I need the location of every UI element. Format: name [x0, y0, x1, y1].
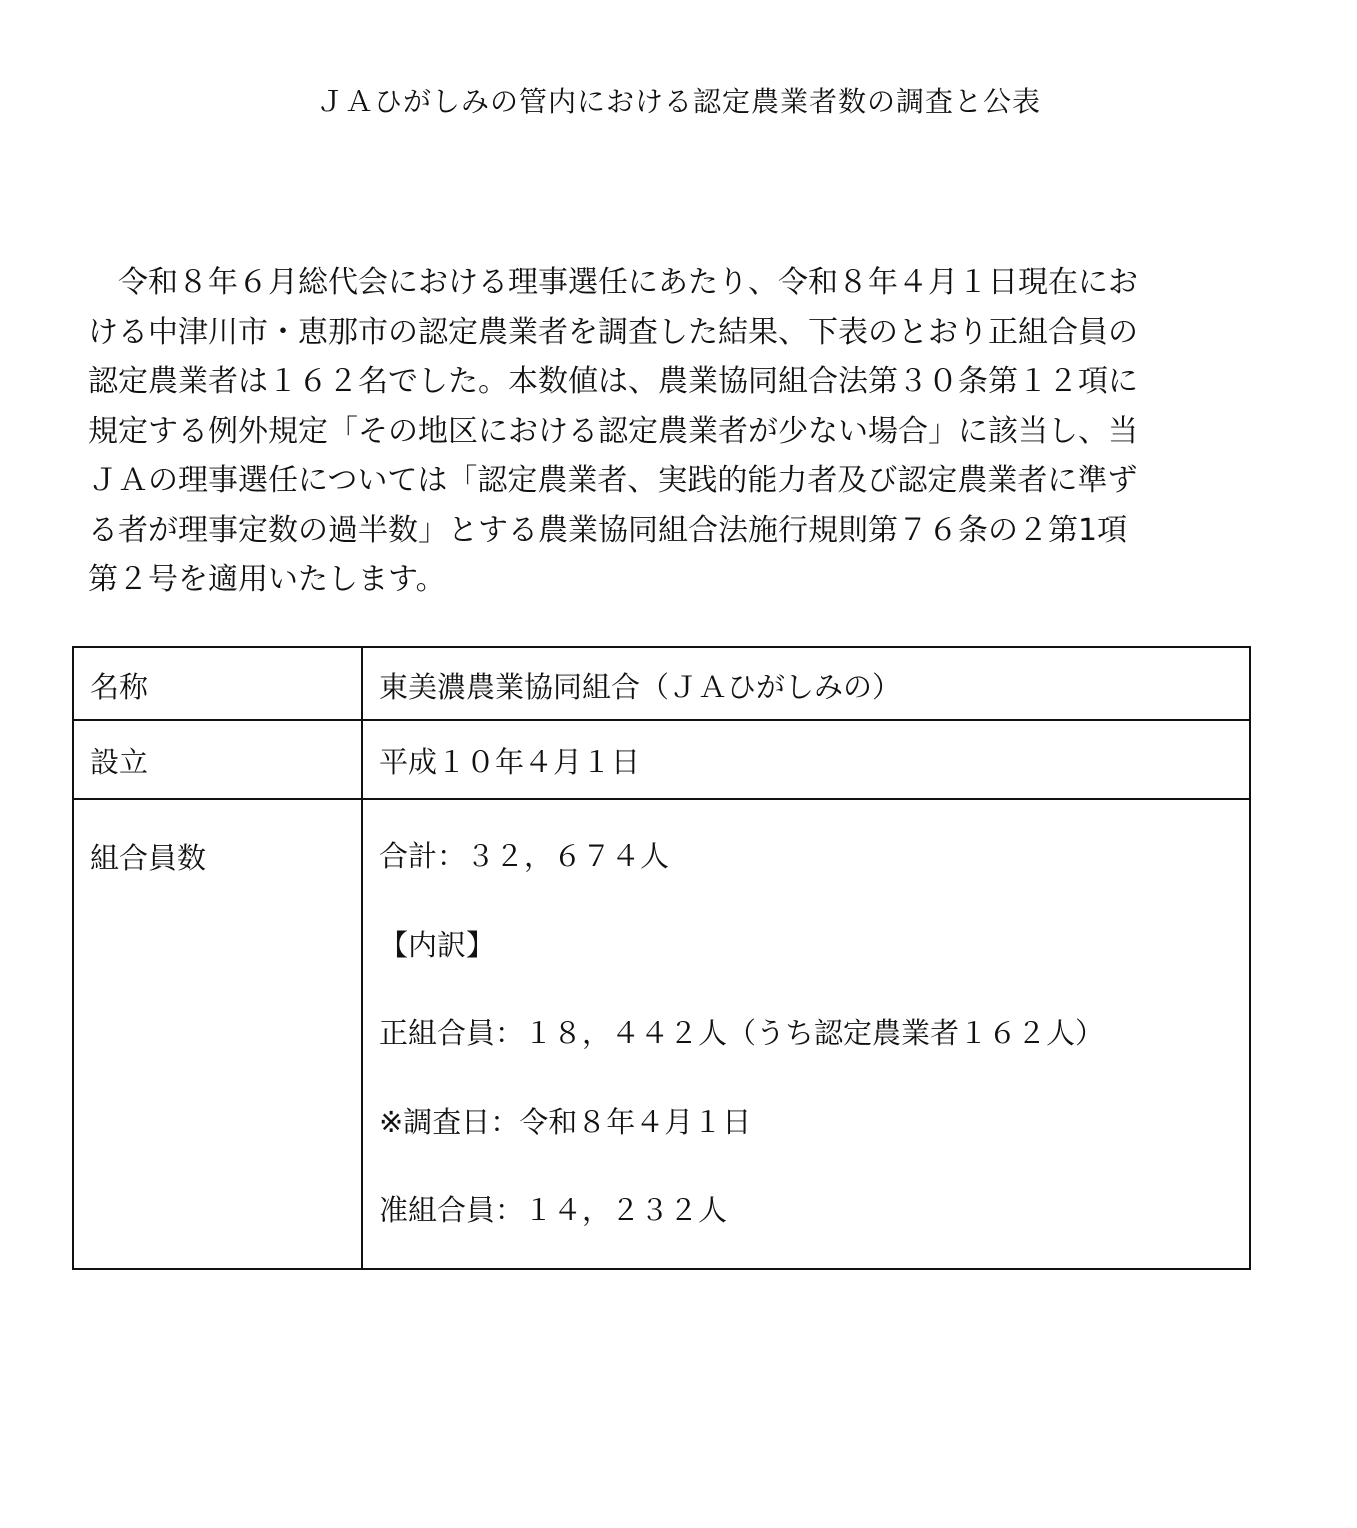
established-label: 設立 — [73, 720, 362, 799]
info-table — [72, 646, 1251, 1270]
table-row-established — [73, 720, 1250, 799]
members-value — [362, 799, 1250, 1269]
table-row-members — [73, 799, 1250, 1269]
body-line: 規定する例外規定「その地区における認定農業者が少ない場合」に該当し、当 — [88, 413, 1138, 449]
document-title: ＪＡひがしみの管内における認定農業者数の調査と公表 — [315, 85, 1041, 118]
body-line: る者が理事定数の過半数」とする農業協同組合法施行規則第７６条の２第1項 — [88, 512, 1128, 548]
table-row-name — [73, 647, 1250, 720]
members-breakdown-heading: 【内訳】 — [379, 927, 496, 962]
body-line: 令和８年６月総代会における理事選任にあたり、令和８年４月１日現在にお — [88, 265, 1138, 300]
body-line: ける中津川市・恵那市の認定農業者を調査した結果、下表のとおり正組合員の — [88, 314, 1138, 350]
body-paragraph — [88, 258, 1260, 605]
members-label: 組合員数 — [73, 799, 362, 1269]
members-associate: 准組合員：１４，２３２人 — [379, 1193, 728, 1227]
members-total: 合計：３２，６７４人 — [379, 839, 670, 873]
body-line: 第２号を適用いたします。 — [88, 562, 446, 597]
name-label: 名称 — [73, 647, 362, 720]
body-line: 認定農業者は１６２名でした。本数値は、農業協同組合法第３０条第１２項に — [88, 364, 1138, 399]
members-regular: 正組合員：１８，４４２人（うち認定農業者１６２人） — [379, 1016, 1105, 1050]
body-line: ＪＡの理事選任については「認定農業者、実践的能力者及び認定農業者に準ず — [88, 463, 1138, 498]
members-survey-date: ※調査日：令和８年４月１日 — [379, 1104, 752, 1139]
name-value: 東美濃農業協同組合（ＪＡひがしみの） — [362, 647, 1250, 720]
established-value: 平成１０年４月１日 — [362, 720, 1250, 799]
